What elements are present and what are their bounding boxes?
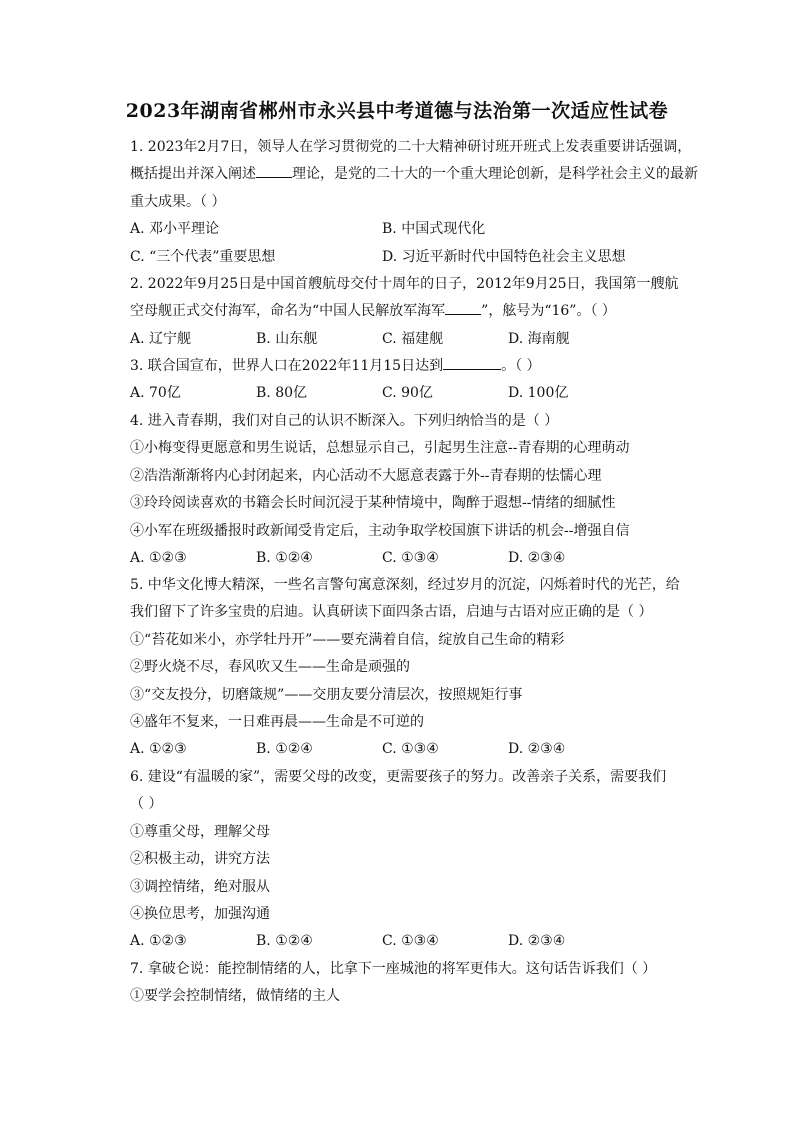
statement-item: ②浩浩渐渐将内心封闭起来，内心活动不大愿意表露于外--青春期的怯懦心理	[130, 467, 602, 484]
question-1-stem-text-b: 理论，是党的二十大的一个重大理论创新，是科学社会主义的最新	[292, 166, 698, 183]
question-3-stem-text-b: 。（ ）	[501, 358, 541, 374]
question-5-options	[130, 736, 700, 763]
option-d[interactable]: D. 100亿	[508, 385, 569, 402]
question-2-stem-text-b: ”，舷号为“16”。（ ）	[481, 303, 616, 320]
option-a[interactable]: A. ①②③	[130, 933, 187, 950]
question-3-stem-line-1	[130, 353, 700, 380]
question-1-stem-line-1: 1. 2023年2月7日，领导人在学习贯彻党的二十大精神研讨班开班式上发表重要讲话强调，	[130, 139, 692, 155]
question-5	[130, 572, 700, 764]
question-3	[130, 353, 700, 408]
option-c[interactable]: C. 90亿	[382, 385, 433, 402]
question-4-stem: 4. 进入青春期，我们对自己的认识不断深入。下列归纳恰当的是（ ）	[130, 413, 559, 429]
option-c[interactable]: C. “三个代表”重要思想	[130, 248, 276, 265]
statement-item: ①“苔花如米小，亦学牡丹开”——要充满着自信，绽放自己生命的精彩	[130, 631, 565, 648]
option-b[interactable]: B. ①②④	[256, 933, 313, 950]
exam-title: 2023年湖南省郴州市永兴县中考道德与法治第一次适应性试卷	[125, 100, 669, 122]
question-7-stem: 7. 拿破仑说：能控制情绪的人，比拿下一座城池的将军更伟大。这句话告诉我们（ ）	[130, 961, 657, 977]
question-6-stem-line-1: 6. 建设“有温暖的家”，需要父母的改变，更需要孩子的努力。改善亲子关系，需要我们	[130, 769, 667, 785]
answer-blank	[443, 355, 501, 370]
option-b[interactable]: B. 山东舰	[256, 330, 318, 347]
option-c[interactable]: C. ①③④	[382, 549, 439, 566]
option-b[interactable]: B. ①②④	[256, 549, 313, 566]
question-1-stem-text-a: 概括提出并深入阐述	[130, 166, 256, 183]
option-b[interactable]: B. 中国式现代化	[382, 221, 486, 238]
question-6-stem-line-2: （ ）	[130, 796, 163, 813]
question-4-options	[130, 545, 700, 572]
option-b[interactable]: B. 80亿	[256, 385, 308, 402]
option-d[interactable]: D. 海南舰	[508, 330, 570, 347]
question-1-stem-line-3: 重大成果。（ ）	[130, 193, 226, 210]
option-a[interactable]: A. 70亿	[130, 385, 181, 402]
question-1-stem-line-2	[130, 161, 700, 188]
statement-item: ④小军在班级播报时政新闻受肯定后，主动争取学校国旗下讲话的机会--增强自信	[130, 522, 630, 539]
statement-item: ②积极主动，讲究方法	[130, 851, 270, 868]
question-6	[130, 764, 700, 956]
option-d[interactable]: D. 习近平新时代中国特色社会主义思想	[382, 248, 626, 265]
question-5-stem-line-1: 5. 中华文化博大精深，一些名言警句寓意深刻，经过岁月的沉淀，闪烁着时代的光芒，给	[130, 577, 680, 593]
answer-blank	[256, 163, 292, 178]
question-1-options-row-1	[130, 216, 700, 243]
question-3-options	[130, 380, 700, 407]
option-a[interactable]: A. 邓小平理论	[130, 221, 220, 238]
option-a[interactable]: A. 辽宁舰	[130, 330, 192, 347]
question-5-stem-line-2: 我们留下了许多宝贵的启迪。认真研读下面四条古语，启迪与古语对应正确的是（ ）	[130, 604, 653, 621]
question-6-options	[130, 928, 700, 955]
question-1	[130, 134, 700, 271]
question-2	[130, 271, 700, 353]
option-d[interactable]: D. ②③④	[508, 933, 566, 950]
statement-item: ④盛年不复来，一日难再晨——生命是不可逆的	[130, 713, 424, 730]
option-c[interactable]: C. ①③④	[382, 933, 439, 950]
statement-item: ③调控情绪，绝对服从	[130, 878, 270, 895]
answer-blank	[445, 300, 481, 315]
option-b[interactable]: B. ①②④	[256, 741, 313, 758]
question-2-options	[130, 326, 700, 353]
statement-item: ③“交友投分，切磨箴规”——交朋友要分清层次，按照规矩行事	[130, 686, 523, 703]
statement-item: ②野火烧不尽，春风吹又生——生命是顽强的	[130, 659, 410, 676]
statement-item: ①要学会控制情绪，做情绪的主人	[130, 988, 340, 1005]
option-a[interactable]: A. ①②③	[130, 741, 187, 758]
question-2-stem-line-2	[130, 298, 700, 325]
statement-item: ④换位思考，加强沟通	[130, 905, 270, 922]
statement-item: ①尊重父母，理解父母	[130, 823, 270, 840]
option-d[interactable]: D. ②③④	[508, 741, 566, 758]
question-4	[130, 408, 700, 572]
option-a[interactable]: A. ①②③	[130, 549, 187, 566]
question-2-stem-line-1: 2. 2022年9月25日是中国首艘航母交付十周年的日子，2012年9月25日，我国第一艘航	[130, 276, 679, 292]
statement-item: ①小梅变得更愿意和男生说话，总想显示自己，引起男生注意--青春期的心理萌动	[130, 440, 630, 457]
option-d[interactable]: D. ②③④	[508, 549, 566, 566]
question-2-stem-text-a: 空母舰正式交付海军，命名为“中国人民解放军海军	[130, 303, 446, 320]
question-3-stem-text-a: 3. 联合国宣布，世界人口在2022年11月15日达到	[130, 358, 444, 374]
question-1-options-row-2	[130, 244, 700, 271]
question-7	[130, 956, 700, 1011]
option-c[interactable]: C. ①③④	[382, 741, 439, 758]
option-c[interactable]: C. 福建舰	[382, 330, 444, 347]
statement-item: ③玲玲阅读喜欢的书籍会长时间沉浸于某种情境中，陶醉于遐想--情绪的细腻性	[130, 495, 616, 512]
